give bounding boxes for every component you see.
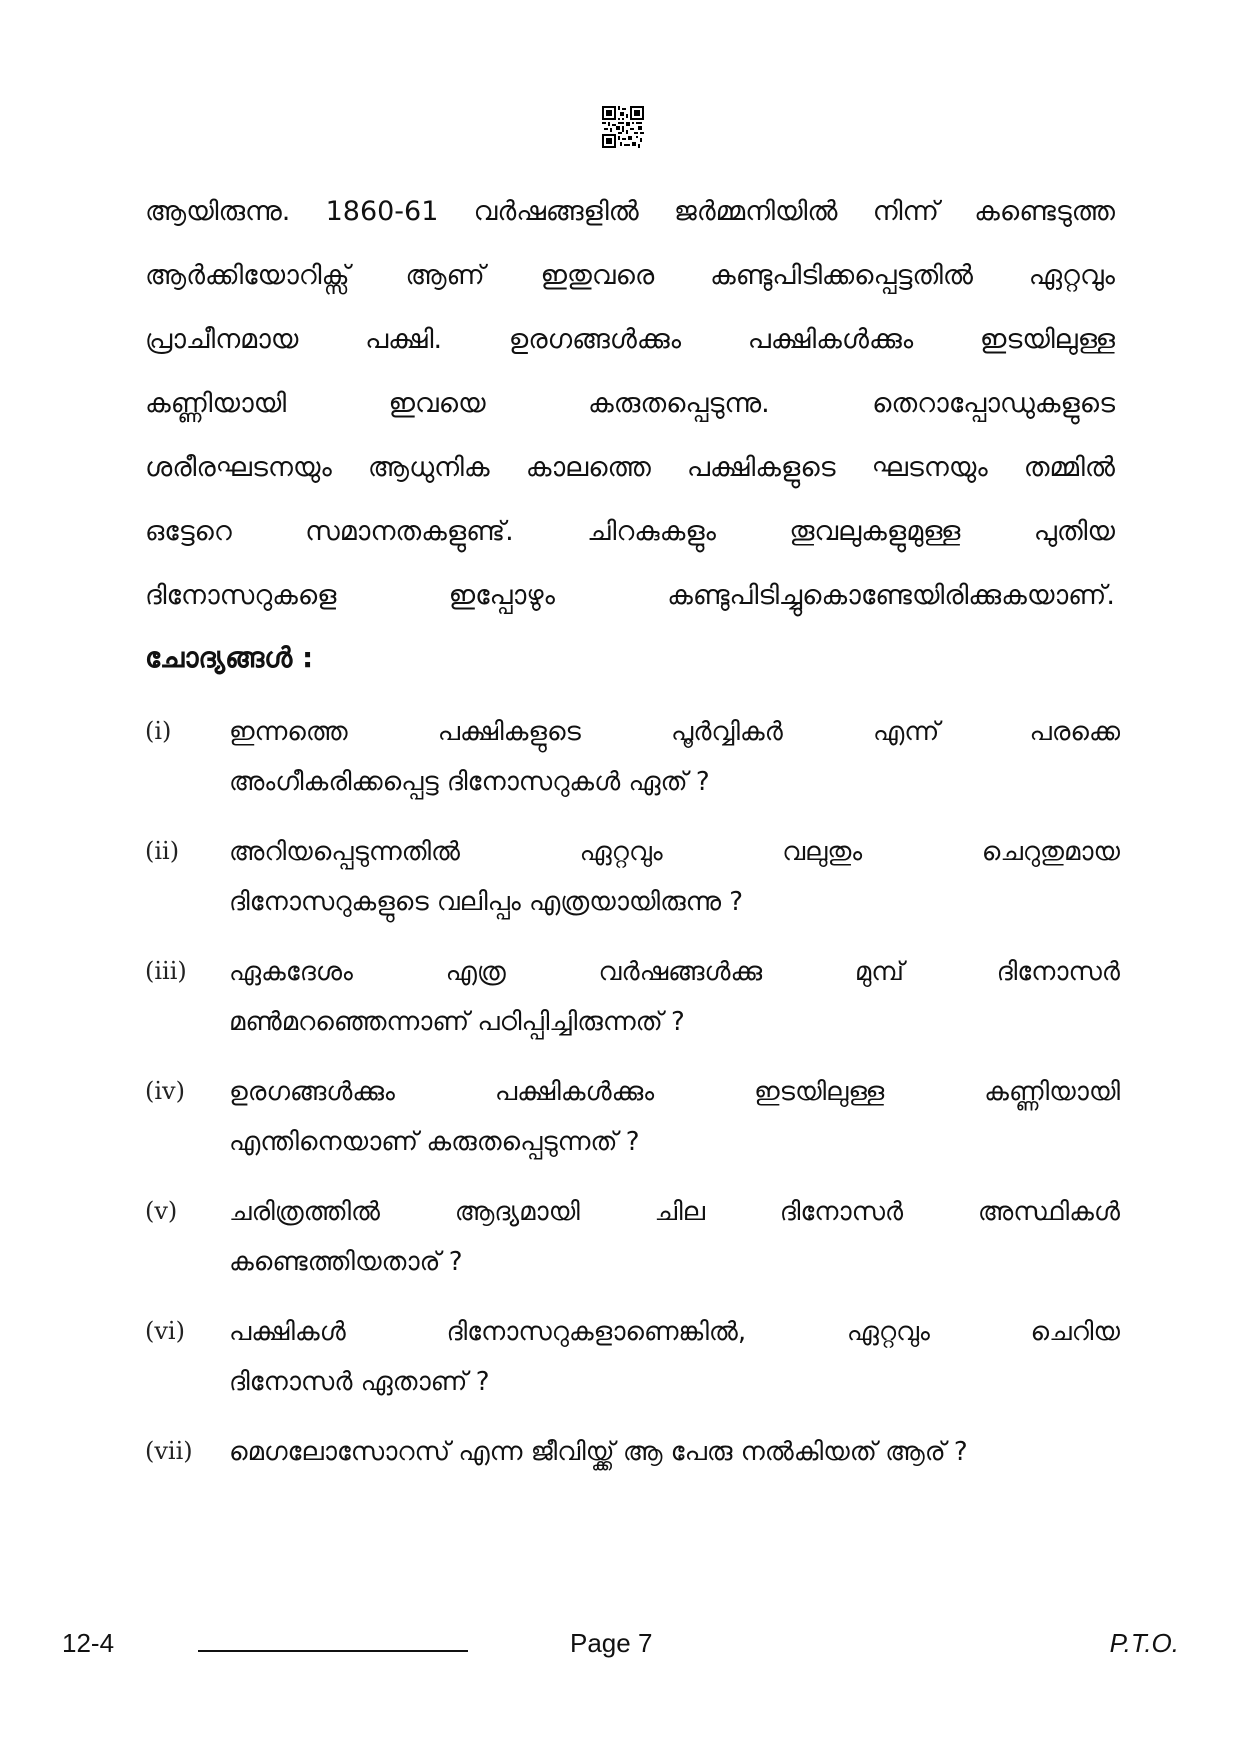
question-line: അംഗീകരിക്കപ്പെട്ട ദിനോസറുകൾ ഏത് ?: [229, 767, 710, 797]
question-number: (ii): [145, 837, 180, 865]
question-line: അറിയപ്പെടുന്നതിൽ ഏറ്റവും വലുതും ചെറുതുമായ: [229, 837, 1120, 867]
question-number: (v): [145, 1197, 178, 1225]
question-text: [229, 1307, 1120, 1407]
passage-line: ആയിരുന്നു. 1860-61 വർഷങ്ങളിൽ ജർമ്മനിയിൽ നിന്ന് കണ്ടെടുത്ത: [145, 196, 1115, 227]
question-text: [229, 707, 1120, 807]
question-text: [229, 1067, 1120, 1167]
question-number: (i): [145, 717, 172, 745]
qr-code-icon: [602, 106, 644, 148]
question-item: [145, 1427, 1120, 1487]
paper-code: 12-4: [62, 1628, 115, 1658]
question-line: ഇന്നത്തെ പക്ഷികളുടെ പൂർവ്വികർ എന്ന് പരക്കെ: [229, 717, 1120, 747]
question-line: ദിനോസറുകളുടെ വലിപ്പം എത്രയായിരുന്നു ?: [229, 887, 744, 917]
question-number: (iii): [145, 957, 187, 985]
passage-line: പ്രാചീനമായ പക്ഷി. ഉരഗങ്ങൾക്കും പക്ഷികൾക്കും ഇടയിലുള്ള: [145, 324, 1115, 355]
footer-rule: [198, 1650, 468, 1652]
question-number: (vii): [145, 1437, 193, 1465]
question-line: എന്തിനെയാണ് കരുതപ്പെടുന്നത് ?: [229, 1127, 640, 1157]
question-line: പക്ഷികൾ ദിനോസറുകളാണെങ്കിൽ, ഏറ്റവും ചെറിയ: [229, 1317, 1120, 1347]
question-number: (vi): [145, 1317, 185, 1345]
page-footer: [0, 1628, 1241, 1668]
question-text: [229, 947, 1120, 1047]
questions-heading: ചോദ്യങ്ങൾ :: [145, 641, 314, 674]
page-number: Page 7: [570, 1628, 653, 1658]
question-line: മൺമറഞ്ഞെന്നാണ് പഠിപ്പിച്ചിരുന്നത് ?: [229, 1007, 685, 1037]
question-item: [145, 1187, 1120, 1307]
question-text: [229, 1187, 1120, 1287]
question-item: [145, 707, 1120, 827]
passage-line: ഒട്ടേറെ സമാനതകളുണ്ട്. ചിറകുകളും തൂവലുകളുമുള്ള പുതിയ: [145, 516, 1115, 547]
question-item: [145, 1067, 1120, 1187]
question-line: ഏകദേശം എത്ര വർഷങ്ങൾക്കു മുമ്പ് ദിനോസർ: [229, 957, 1120, 987]
question-line: കണ്ടെത്തിയതാര് ?: [229, 1247, 463, 1277]
question-text: [229, 827, 1120, 927]
question-line: ഉരഗങ്ങൾക്കും പക്ഷികൾക്കും ഇടയിലുള്ള കണ്ണിയായി: [229, 1077, 1120, 1107]
please-turn-over: P.T.O.: [1109, 1628, 1179, 1658]
passage-line: ദിനോസറുകളെ ഇപ്പോഴും കണ്ടുപിടിച്ചുകൊണ്ടേയിരിക്കുകയാണ്.: [145, 580, 1115, 611]
question-line: മെഗലോസോറസ് എന്ന ജീവിയ്ക്ക് ആ പേരു നൽകിയത് ആര് ?: [229, 1437, 968, 1467]
question-number: (iv): [145, 1077, 185, 1105]
question-line: ചരിത്രത്തിൽ ആദ്യമായി ചില ദിനോസർ അസ്ഥികൾ: [229, 1197, 1120, 1227]
question-item: [145, 827, 1120, 947]
questions-list: [145, 707, 1120, 1487]
passage: [145, 184, 1115, 632]
question-item: [145, 947, 1120, 1067]
passage-line: കണ്ണിയായി ഇവയെ കരുതപ്പെടുന്നു. തെറാപ്പോഡുകളുടെ: [145, 388, 1115, 419]
question-text: [229, 1427, 1120, 1477]
question-item: [145, 1307, 1120, 1427]
passage-line: ശരീരഘടനയും ആധുനിക കാലത്തെ പക്ഷികളുടെ ഘടനയും തമ്മിൽ: [145, 452, 1115, 483]
question-line: ദിനോസർ ഏതാണ് ?: [229, 1367, 490, 1397]
passage-line: ആർക്കിയോറിക്സ് ആണ് ഇതുവരെ കണ്ടുപിടിക്കപ്പെട്ടതിൽ ഏറ്റവും: [145, 260, 1115, 291]
